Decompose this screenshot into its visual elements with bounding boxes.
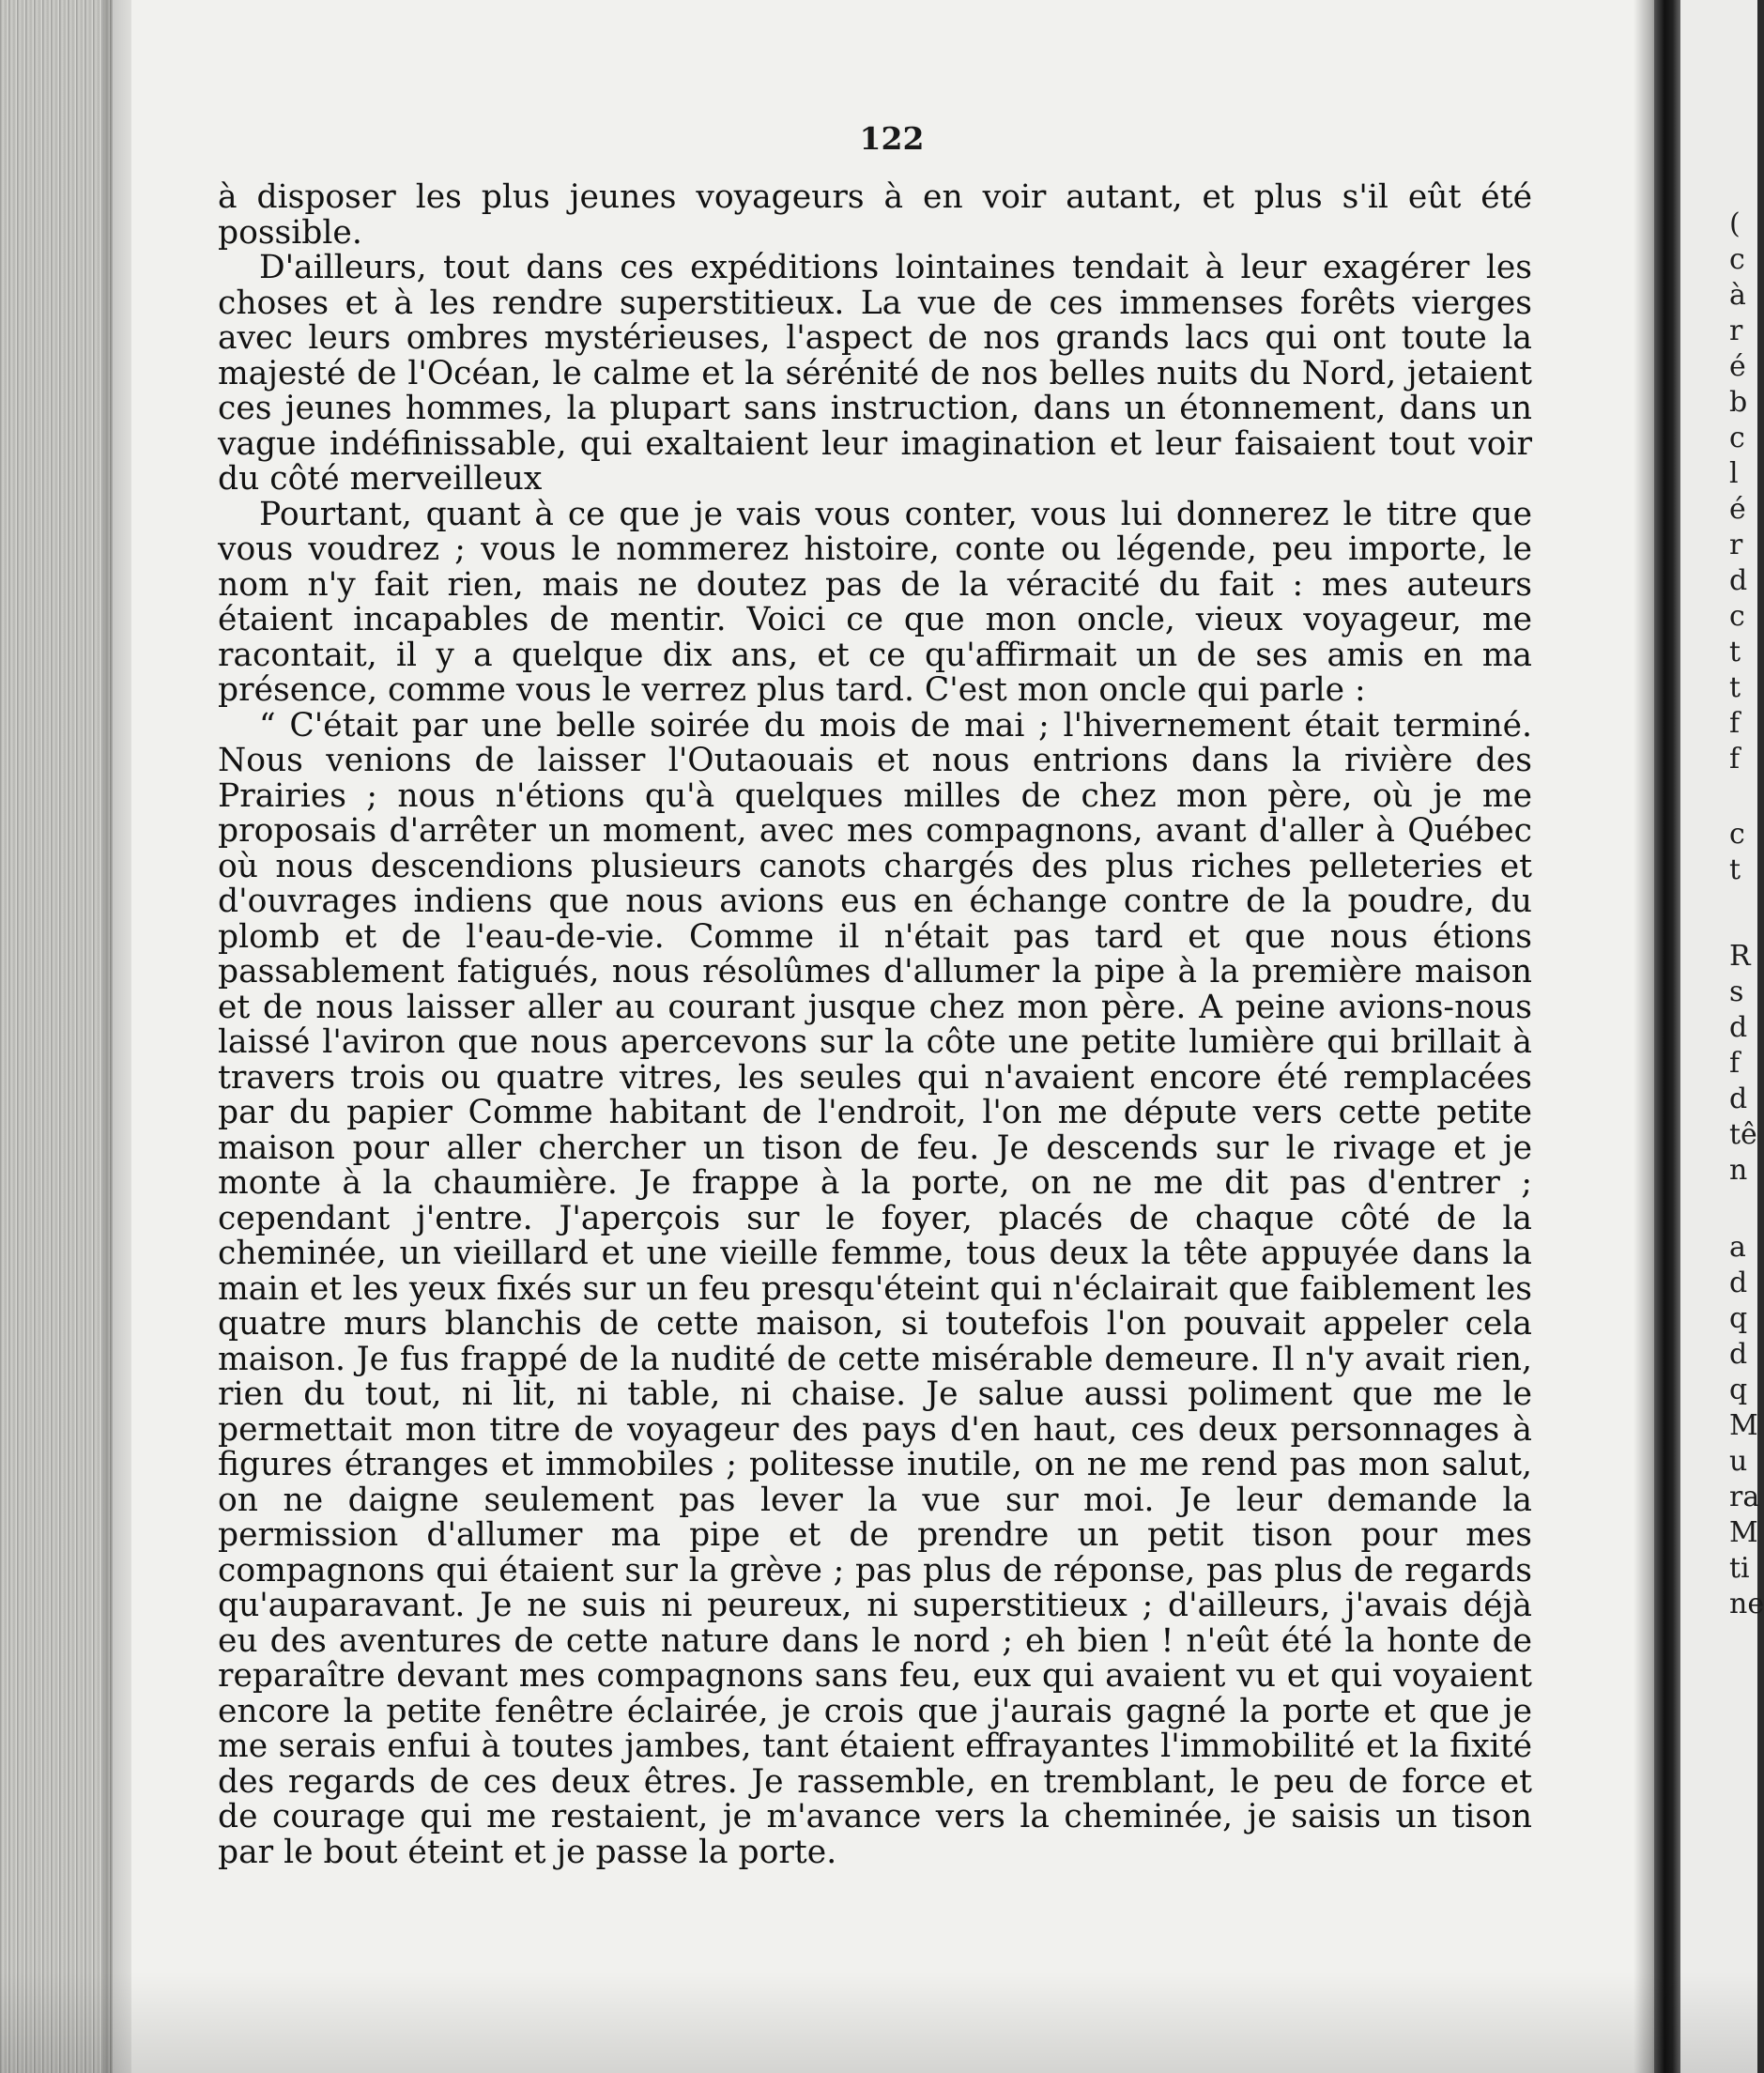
- paragraph-quoted-story: “ C'était par une belle soirée du mois de mai ; l'hivernement était terminé. Nous venions de laisser l'Outaouais et nous entrions dans la rivière des Prairies ; nous n'étions qu'à quelques milles de chez mon père, où je me proposais d'arrêter un moment, avec mes compagnons, avant d'aller à Québec où nous descendions plusieurs canots chargés des plus riches pelleteries et d'ouvrages indiens que nous avions eus en échange contre de la poudre, du plomb et de l'eau-de-vie. Comme il n'était pas tard et que nous étions passablement fatigués, nous résolûmes d'allumer la pipe à la première maison et de nous laisser aller au courant jusque chez mon père. A peine avions-nous laissé l'aviron que nous apercevons sur la côte une petite lumière qui brillait à travers trois ou quatre vitres, les seules qui n'avaient encore été remplacées par du papier Comme habitant de l'endroit, l'on me députe vers cette petite maison pour aller chercher un tison de feu. Je descends sur le rivage et je monte à la chaumière. Je frappe à la porte, on ne me dit pas d'entrer ; cependant j'entre. J'aperçois sur le foyer, placés de chaque côté de la cheminée, un vieillard et une vieille femme, tous deux la tête appuyée dans la main et les yeux fixés sur un feu presqu'éteint qui n'éclairait que faiblement les quatre murs blanchis de cette maison, si toutefois l'on pouvait appeler cela maison. Je fus frappé de la nudité de cette misérable demeure. Il n'y avait rien, rien du tout, ni lit, ni table, ni chaise. Je salue aussi poliment que me le permettait mon titre de voyageur des pays d'en haut, ces deux personnages à figures étranges et immobiles ; politesse inutile, on ne me rend pas mon salut, on ne daigne seulement pas lever la vue sur moi. Je leur demande la permission d'allumer ma pipe et de prendre un petit tison pour mes compagnons qui étaient sur la grève ; pas plus de réponse, pas plus de regards qu'auparavant. Je ne suis ni peureux, ni superstitieux ; d'ailleurs, j'avais déjà eu des aventures de cette nature dans le nord ; eh bien ! n'eût été la honte de reparaître devant mes compagnons sans feu, eux qui avaient vu et qui voyaient encore la petite fenêtre éclairée, je crois que j'aurais gagné la porte et que je me serais enfui à toutes jambes, tant étaient effrayantes l'immobilité et la fixité des regards de ces deux êtres. Je rassemble, en tremblant, le peu de force et de courage qui me restaient, je m'avance vers la cheminée, je saisis un tison par le bout éteint et je passe la porte.: [218, 706, 1532, 1871]
- facing-page-fragment: u: [1729, 1445, 1748, 1478]
- facing-page-fragment: ra: [1729, 1481, 1760, 1513]
- facing-page-fragment: r: [1729, 315, 1743, 347]
- facing-page-fragment: é: [1729, 350, 1746, 383]
- facing-page-fragment: q: [1729, 1302, 1748, 1335]
- facing-page-fragment: à: [1729, 279, 1746, 312]
- page-stack-edges: [0, 0, 113, 2073]
- facing-page-fragment: b: [1729, 386, 1748, 419]
- facing-page-fragment: (: [1729, 207, 1741, 240]
- facing-page-fragment: d: [1729, 1338, 1748, 1371]
- paragraph: D'ailleurs, tout dans ces expéditions lointaines tendait à leur exagérer les choses et à les rendre superstitieux. La vue de ces immenses forêts vierges avec leurs ombres mystérieuses, l'aspect de nos grands lacs qui ont toute la majesté de l'Océan, le calme et la sérénité de nos belles nuits du Nord, jetaient ces jeunes hommes, la plupart sans instruction, dans un étonnement, dans un vague indéfinissable, qui exaltaient leur imagination et leur faisaient tout voir du côté merveilleux: [218, 249, 1532, 498]
- facing-page-fragment: c: [1729, 600, 1745, 633]
- facing-page-fragment: f: [1729, 743, 1741, 775]
- facing-page-fragment: f: [1729, 707, 1741, 740]
- facing-page-fragment: é: [1729, 493, 1746, 526]
- facing-page-fragment: d: [1729, 1083, 1748, 1115]
- gutter-shadow: [1634, 0, 1656, 2073]
- page-body-text: [218, 180, 1532, 1870]
- facing-page-fragment: l: [1729, 457, 1739, 490]
- facing-page-fragment: c: [1729, 818, 1745, 851]
- facing-page-fragment: M: [1729, 1409, 1758, 1442]
- facing-page-fragment: t: [1729, 671, 1741, 704]
- facing-page-fragment: M: [1729, 1516, 1758, 1549]
- book-gutter: [1654, 0, 1680, 2073]
- page-number: 122: [859, 120, 925, 157]
- facing-page-fragment: d: [1729, 1267, 1748, 1299]
- facing-page-fragment: d: [1729, 564, 1748, 597]
- facing-page-fragment: a: [1729, 1231, 1746, 1264]
- paragraph: Pourtant, quant à ce que je vais vous conter, vous lui donnerez le titre que vous voudrez ; vous le nommerez histoire, conte ou légende, peu importe, le nom n'y fait rien, mais ne doutez pas de la véracité du fait : mes auteurs étaient incapables de mentir. Voici ce que mon oncle, vieux voyageur, me racontait, il y a quelque dix ans, et ce qu'affirmait un de ses amis en ma présence, comme vous le verrez plus tard. C'est mon oncle qui parle :: [218, 495, 1532, 709]
- facing-page-fragment: q: [1729, 1374, 1748, 1406]
- facing-page-fragment: n: [1729, 1154, 1748, 1187]
- facing-page-fragment: r: [1729, 529, 1743, 561]
- facing-page-fragment: f: [1729, 1047, 1741, 1080]
- facing-page-fragment: c: [1729, 422, 1745, 454]
- bottom-shading: [0, 1972, 1757, 2073]
- facing-page-fragment: R: [1729, 940, 1751, 973]
- facing-page-fragment: tê: [1729, 1118, 1757, 1151]
- facing-page-fragment: d: [1729, 1011, 1748, 1044]
- paragraph-continuation: à disposer les plus jeunes voyageurs à en voir autant, et plus s'il eût été possible.: [218, 178, 1532, 252]
- facing-page-fragment: t: [1729, 853, 1741, 886]
- facing-page-fragment: c: [1729, 243, 1745, 276]
- facing-page-fragment: t: [1729, 636, 1741, 668]
- facing-page-fragment: s: [1729, 975, 1744, 1008]
- facing-page-fragment: ne: [1729, 1588, 1764, 1620]
- facing-page-fragment: ti: [1729, 1552, 1750, 1585]
